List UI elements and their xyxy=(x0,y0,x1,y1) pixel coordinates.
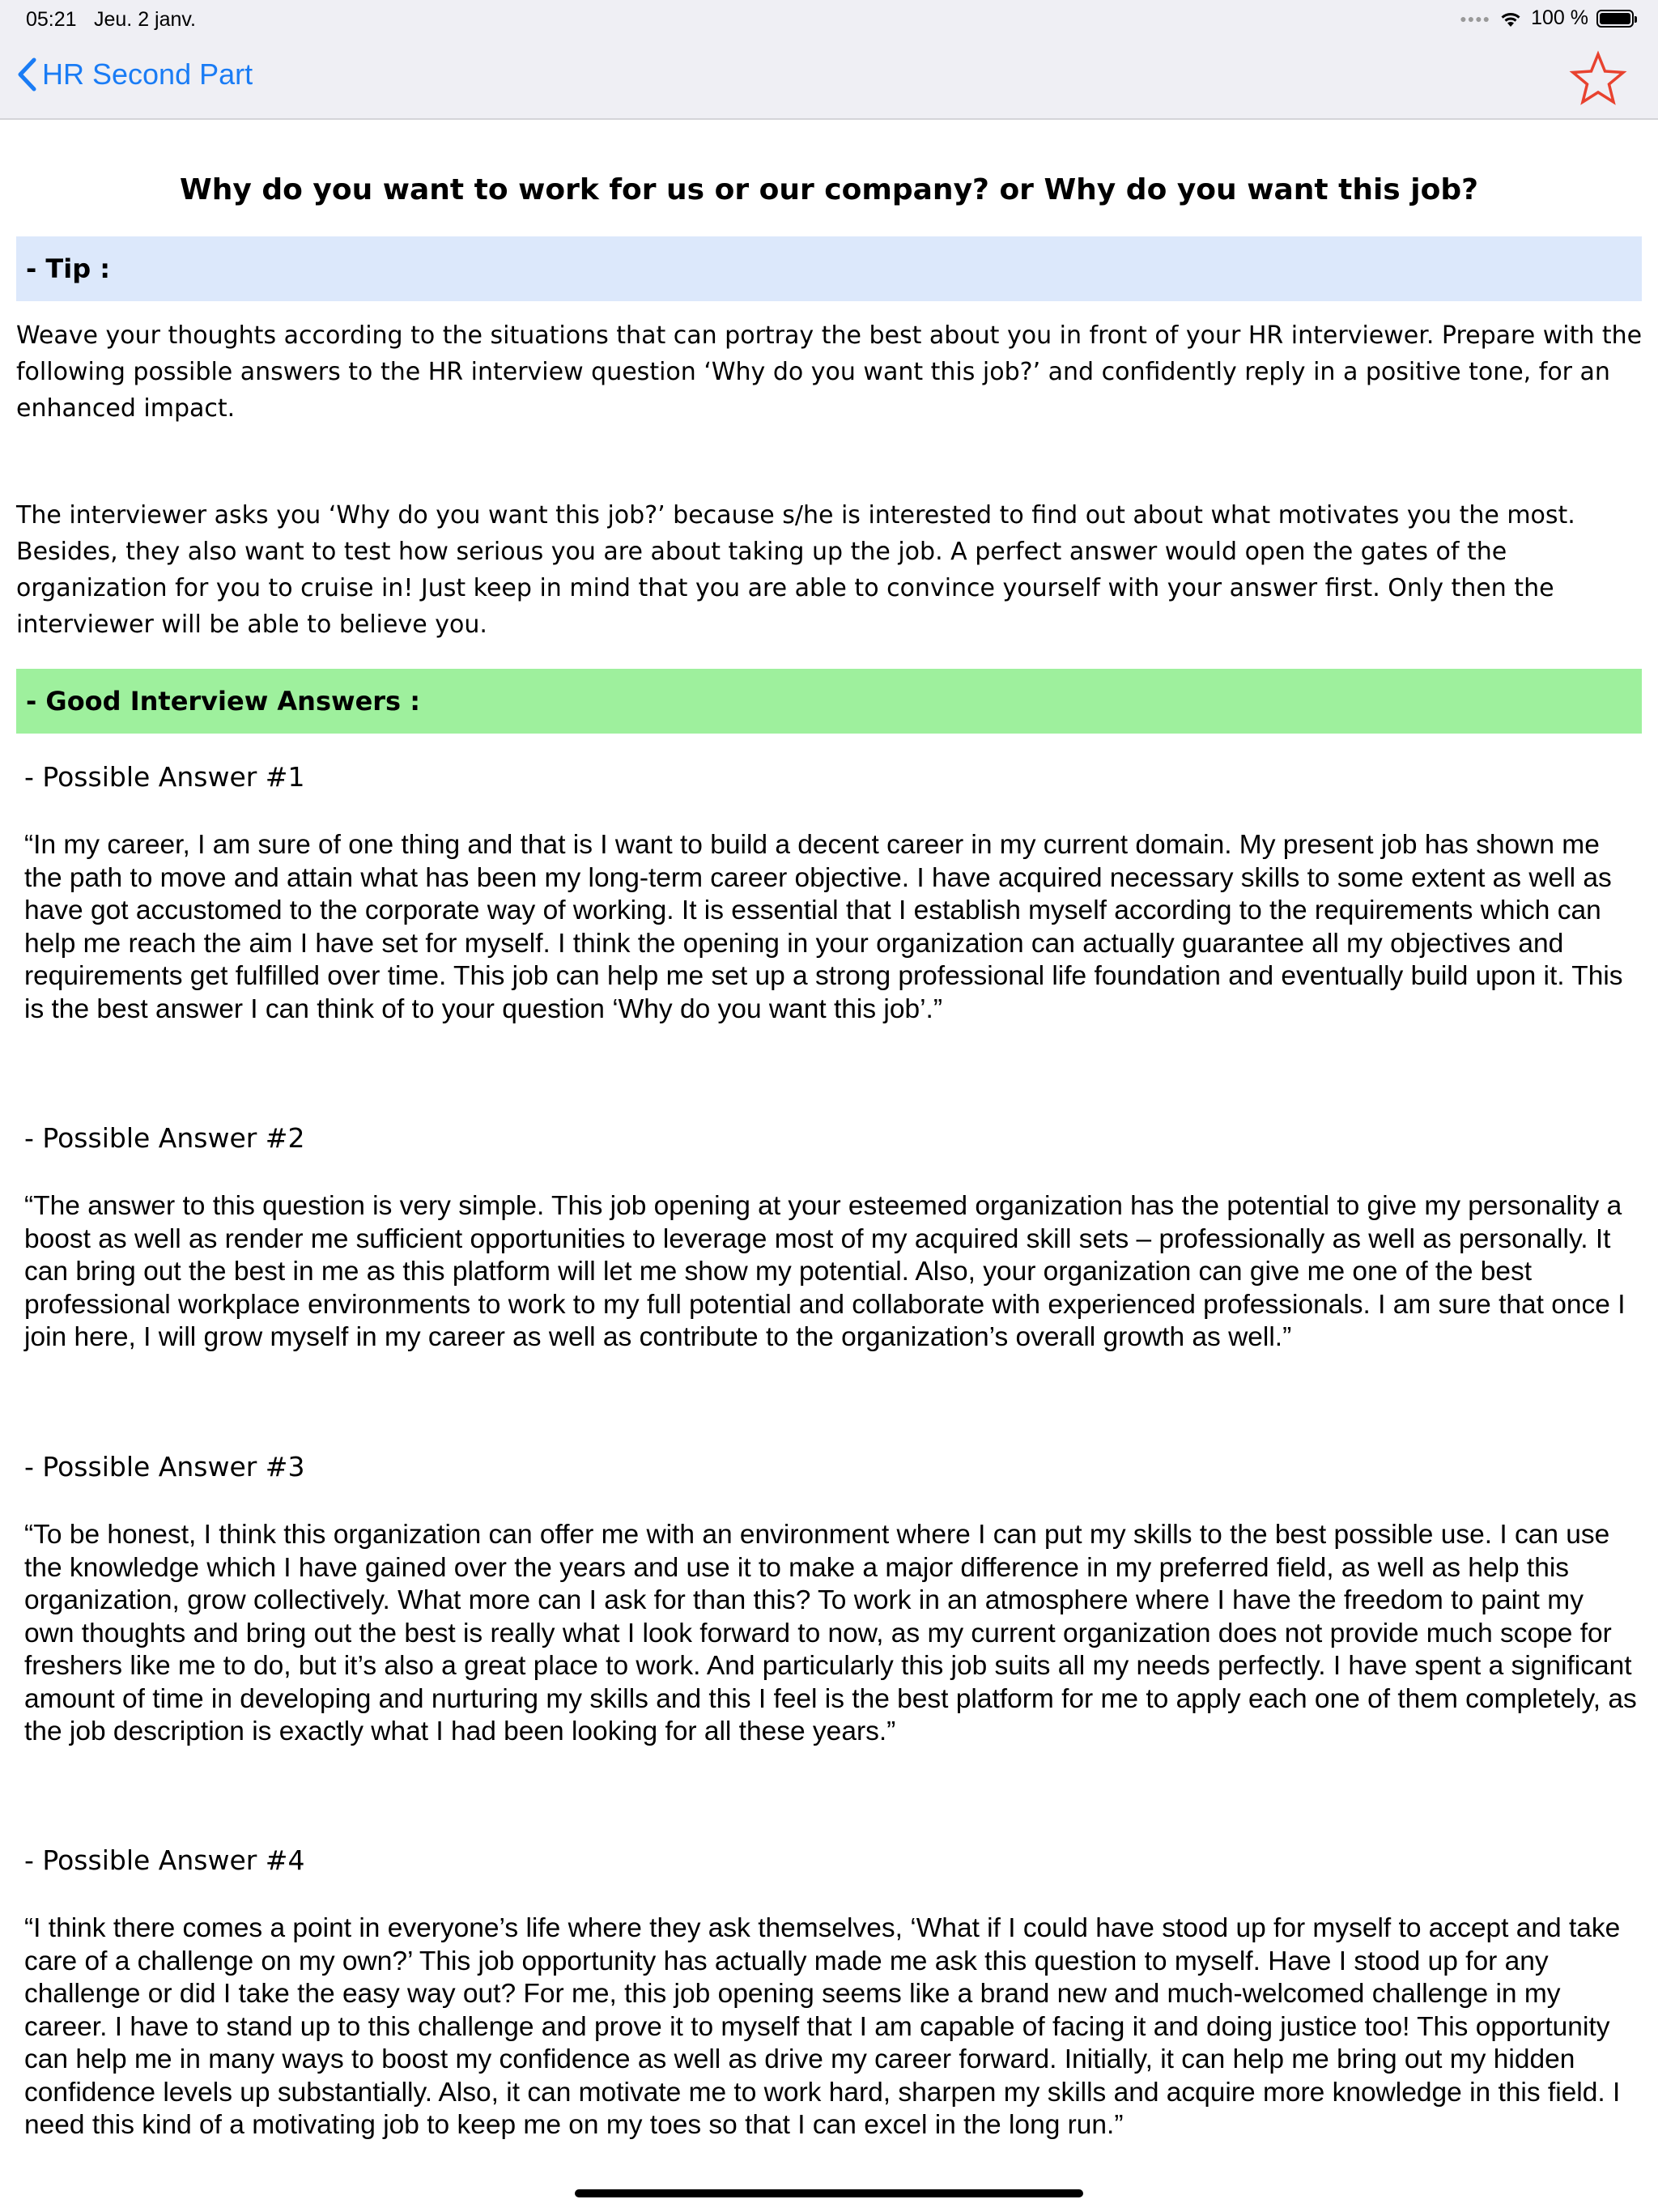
status-bar xyxy=(0,0,1658,39)
battery-level-fill xyxy=(1600,13,1630,24)
star-outline-icon[interactable] xyxy=(1569,50,1627,108)
answer-text: “To be honest, I think this organization can offer me with an environment where I can put my skills to the best possible use. I can use the knowledge which I have gained over the years and use it to make a major difference in my preferred field, as well as help this organization, grow collectively. What more can I ask for than this? To work in an atmosphere where I have the freedom to paint my own thoughts and bring out the best is really what I look forward to now, as my current organization does not provide much scope for freshers like me to do, but it’s also a great place to work. And particularly this job suits all my needs perfectly. I have spent a significant amount of time in developing and nurturing my skills and this I feel is the best platform for me to apply each one of them completely, as the job description is exactly what I had been looking for all these years.” xyxy=(24,1520,1637,1746)
tip-paragraph: Weave your thoughts according to the situations that can portray the best about you in front of your HR interviewer. Prepare with the following possible answers to the HR interview question ‘Why do you want this job?’ and confidently reply in a positive tone, for an enhanced impact. xyxy=(16,321,1643,423)
answer-label: - Possible Answer #3 xyxy=(24,1451,305,1482)
back-button[interactable] xyxy=(16,57,253,92)
chevron-left-icon xyxy=(16,57,37,92)
answers-heading: - Good Interview Answers : xyxy=(26,686,421,717)
battery-icon xyxy=(1596,10,1634,28)
tip-paragraph: The interviewer asks you ‘Why do you want this job?’ because s/he is interested to find out about what motivates you the most. Besides, they also want to test how serious you are about taking up the job. A perfect answer would open the gates of the organization for you to cruise in! Just keep in mind that you are able to convince yourself with your answer first. Only then the interviewer will be able to believe you. xyxy=(16,501,1575,639)
wifi-icon xyxy=(1499,9,1523,28)
status-time: 05:21 xyxy=(26,8,77,31)
tip-heading: - Tip : xyxy=(26,253,111,284)
answer-text: “The answer to this question is very simple. This job opening at your esteemed organization has the potential to give my personality a boost as well as render me sufficient opportunities to leverage most of my acquired skill sets – professionally as well as personally. It can bring out the best in me as this platform will let me show my potential. Also, your organization can give me one of the best professional workplace environments to work to my full potential and collaborate with experienced professionals. I am sure that once I join here, I will grow myself in my career as well as contribute to the organization’s overall growth as well.” xyxy=(24,1191,1626,1352)
answer-label: - Possible Answer #2 xyxy=(24,1122,305,1154)
answer-label: - Possible Answer #1 xyxy=(24,761,305,793)
answer-label: - Possible Answer #4 xyxy=(24,1844,305,1876)
home-indicator[interactable] xyxy=(575,2189,1083,2197)
status-indicators xyxy=(1460,6,1634,30)
answer-text: “In my career, I am sure of one thing and that is I want to build a decent career in my current domain. My present job has shown me the path to move and attain what has been my long-term career objective. I have acquired necessary skills to some extent as well as have got accustomed to the corporate way of working. It is essential that I establish myself according to the requirements which can help me reach the aim I have set for myself. I think the opening in your organization can actually guarantee all my objectives and requirements get fulfilled over time. This job can help me set up a strong professional life foundation and eventually build upon it. This is the best answer I can think of to your question ‘Why do you want this job’.” xyxy=(24,830,1623,1024)
tip-section-header xyxy=(16,236,1642,301)
question-title: Why do you want to work for us or our company? or Why do you want this job? xyxy=(180,173,1478,206)
status-date: Jeu. 2 janv. xyxy=(94,8,197,31)
answers-section-header xyxy=(16,669,1642,734)
cellular-signal-icon: ●●●● xyxy=(1460,11,1491,25)
navigation-bar xyxy=(0,39,1658,120)
back-button-label: HR Second Part xyxy=(42,57,253,91)
battery-percentage: 100 % xyxy=(1531,6,1588,29)
answer-text: “I think there comes a point in everyone’s life where they ask themselves, ‘What if I could have stood up for myself to accept and take care of a challenge on my own?’ This job opportunity has actually made me ask this question to myself. Have I stood up for any challenge or did I take the easy way out? For me, this job opening seems like a brand new and much-welcomed challenge in my career. I have to stand up to this challenge and prove it to myself that I am capable of facing it and doing justice too! This opportunity can help me in many ways to boost my confidence as well as drive my career forward. Initially, it can help me bring out my hidden confidence levels up substantially. Also, it can motivate me to work hard, sharpen my skills and acquire more knowledge in this field. I need this kind of a motivating job to keep me on my toes so that I can excel in the long run.” xyxy=(24,1913,1621,2140)
